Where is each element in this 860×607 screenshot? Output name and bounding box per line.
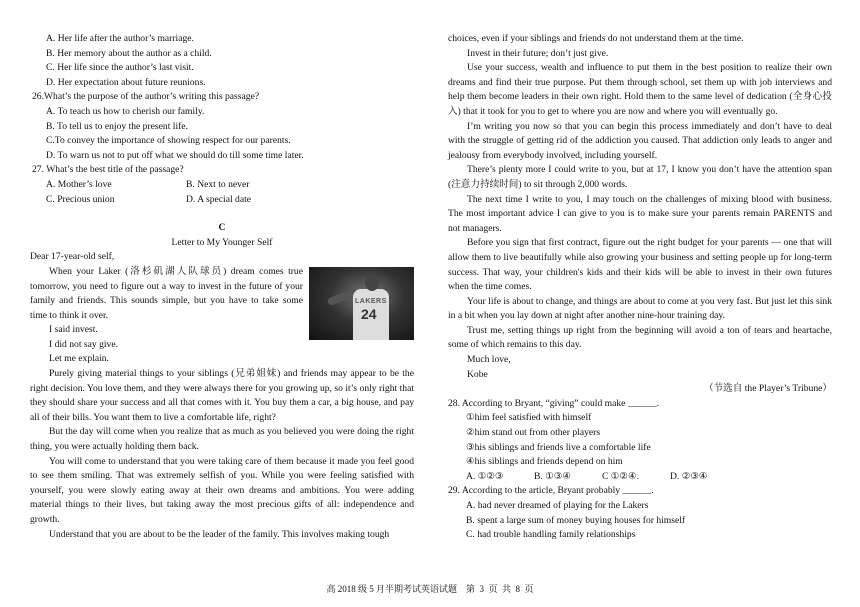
q28-option-b: B. ①③④ [534, 470, 571, 482]
q29-option-b: B. spent a large sum of money buying houses for himself [466, 514, 686, 526]
right-paragraph-5: The next time I write to you, I may touch on the challenges of mixing blood with business. The most important advice I can give to you is to make sure your parents remain PARENTS and not managers. [448, 193, 832, 234]
q28-item-2: ②him stand out from other players [466, 427, 601, 439]
q27-options-row-1 [30, 178, 414, 193]
q28-item-3: ③his siblings and friends live a comfortable life [466, 441, 651, 453]
q27-options-row-2 [30, 193, 414, 208]
q25-option-c: C. Her life since the author’s last visit. [46, 62, 194, 74]
q27-option-b: B. Next to never [186, 178, 250, 190]
section-letter: C [218, 222, 226, 234]
q25-option-d: D. Her expectation about future reunions. [46, 76, 206, 88]
q28-stem: 28. According to Bryant, “giving” could make ______. [448, 397, 660, 409]
left-column [30, 32, 414, 542]
right-paragraph-7: Your life is about to change, and things are about to come at you very fast. But just let this sink in a bit when you lay down at night after another nine-hour training day. [448, 295, 832, 322]
q28-option-c: C ①②④. [602, 470, 639, 482]
jersey-text: LAKERS [355, 297, 387, 305]
sign-off: Much love, [467, 354, 511, 366]
q29-option-c: C. had trouble handling family relationships [466, 529, 636, 541]
paragraph-7: You will come to understand that you were taking care of them because it made you feel good to see them smiling. That was extremely selfish of you. While you were feeling satisfied with yourself, you were slowly eating away at their own dreams and ambitions. You were adding material things to their lives, but taking away the most precious gifts of all: independence and growth. [30, 455, 414, 525]
passage-title: Letter to My Younger Self [171, 236, 273, 248]
q25-option-a: A. Her life after the author’s marriage. [46, 33, 194, 44]
paragraph-4: Let me explain. [49, 353, 109, 365]
jersey-number: 24 [361, 305, 377, 322]
q27-option-c: C. Precious union [46, 193, 115, 205]
paragraph-2: I said invest. [49, 324, 98, 336]
right-paragraph-6: Before you sign that first contract, figure out the right budget for your parents — one that will allow them to live beautifully while also growing your business and setting people up for long-term success. That way, your children's kids and their kids will be able to invest in their own futures when the time comes. [448, 237, 832, 293]
q29-stem: 29. According to the article, Bryant probably ______. [448, 485, 654, 497]
right-paragraph-3: I’m writing you now so that you can begin this process immediately and don’t have to deal with the struggle of getting rid of the addiction you caused. That addiction only leads to anger and jealousy from everybody involved, including yourself. [448, 120, 832, 161]
q25-option-b: B. Her memory about the author as a child. [46, 47, 212, 59]
q28-item-4: ④his siblings and friends depend on him [466, 456, 623, 468]
q28-item-1: ①him feel satisfied with himself [466, 412, 592, 424]
q28-options [448, 470, 832, 485]
paragraph-5: Purely giving material things to your siblings (兄弟姐妹) and friends may appear to be the right decision. You love them, and they were always there for you growing up, so it’s only right that they should share your success and all that comes with it. You buy them a car, a big house, and pay all of their bills. You want them to live a comfortable life, right? [30, 368, 414, 423]
q26-stem: 26.What’s the purpose of the author’s writing this passage? [32, 91, 260, 103]
q28-option-a: A. ①②③ [466, 470, 504, 482]
source-note: （节选自 the Player’s Tribune） [703, 383, 832, 395]
q26-option-c: C.To convey the importance of showing respect for our parents. [46, 135, 291, 147]
paragraph-1: When your Laker (洛杉矶湖人队球员) dream comes true tomorrow, you need to figure out a way to invest in the future of your family and friends. This sounds simple, but you have to take some time to think it over. [30, 265, 303, 321]
kobe-photo [309, 267, 414, 340]
q29-option-a: A. had never dreamed of playing for the Lakers [466, 500, 649, 511]
salutation: Dear 17-year-old self, [30, 251, 115, 263]
q26-option-b: B. To tell us to enjoy the present life. [46, 120, 188, 132]
q27-option-d: D. A special date [186, 193, 252, 205]
q26-option-a: A. To teach us how to cherish our family. [46, 105, 205, 117]
paragraph-8: Understand that you are about to be the leader of the family. This involves making tough [49, 528, 390, 540]
q27-stem: 27. What’s the best title of the passage? [32, 164, 184, 176]
paragraph-3: I did not say give. [49, 338, 119, 350]
page-footer: 高 2018 级 5 月半期考试英语试题 第 3 页 共 8 页 [326, 584, 534, 594]
right-paragraph-4: There’s plenty more I could write to you, but at 17, I know you don’t have the attention span (注意力持续时间) to sit through 2,000 words. [448, 164, 832, 190]
continuation-line: choices, even if your siblings and friends do not understand them at the time. [448, 33, 744, 44]
q26-option-d: D. To warn us not to put off what we should do till some time later. [46, 149, 304, 161]
q28-option-d: D. ②③④ [670, 470, 708, 482]
q27-option-a: A. Mother’s love [46, 178, 112, 190]
right-paragraph-1: Invest in their future; don’t just give. [467, 47, 609, 59]
right-paragraph-2: Use your success, wealth and influence to put them in the best position to realize their own dreams and find their true purpose. Put them through school, set them up with job interviews and help them become leaders in their own right. Hold them to the same level of dedication (全身心投入) that it took for you to get to where you are now and where you will eventually go. [448, 62, 832, 117]
signature: Kobe [467, 368, 488, 380]
right-column [448, 32, 832, 543]
paragraph-6: But the day will come when you realize that as much as you believed you were doing the right thing, you were actually holding them back. [30, 426, 414, 453]
right-paragraph-8: Trust me, setting things up right from the beginning will avoid a ton of tears and heartache, some of which remains to this day. [448, 324, 832, 351]
